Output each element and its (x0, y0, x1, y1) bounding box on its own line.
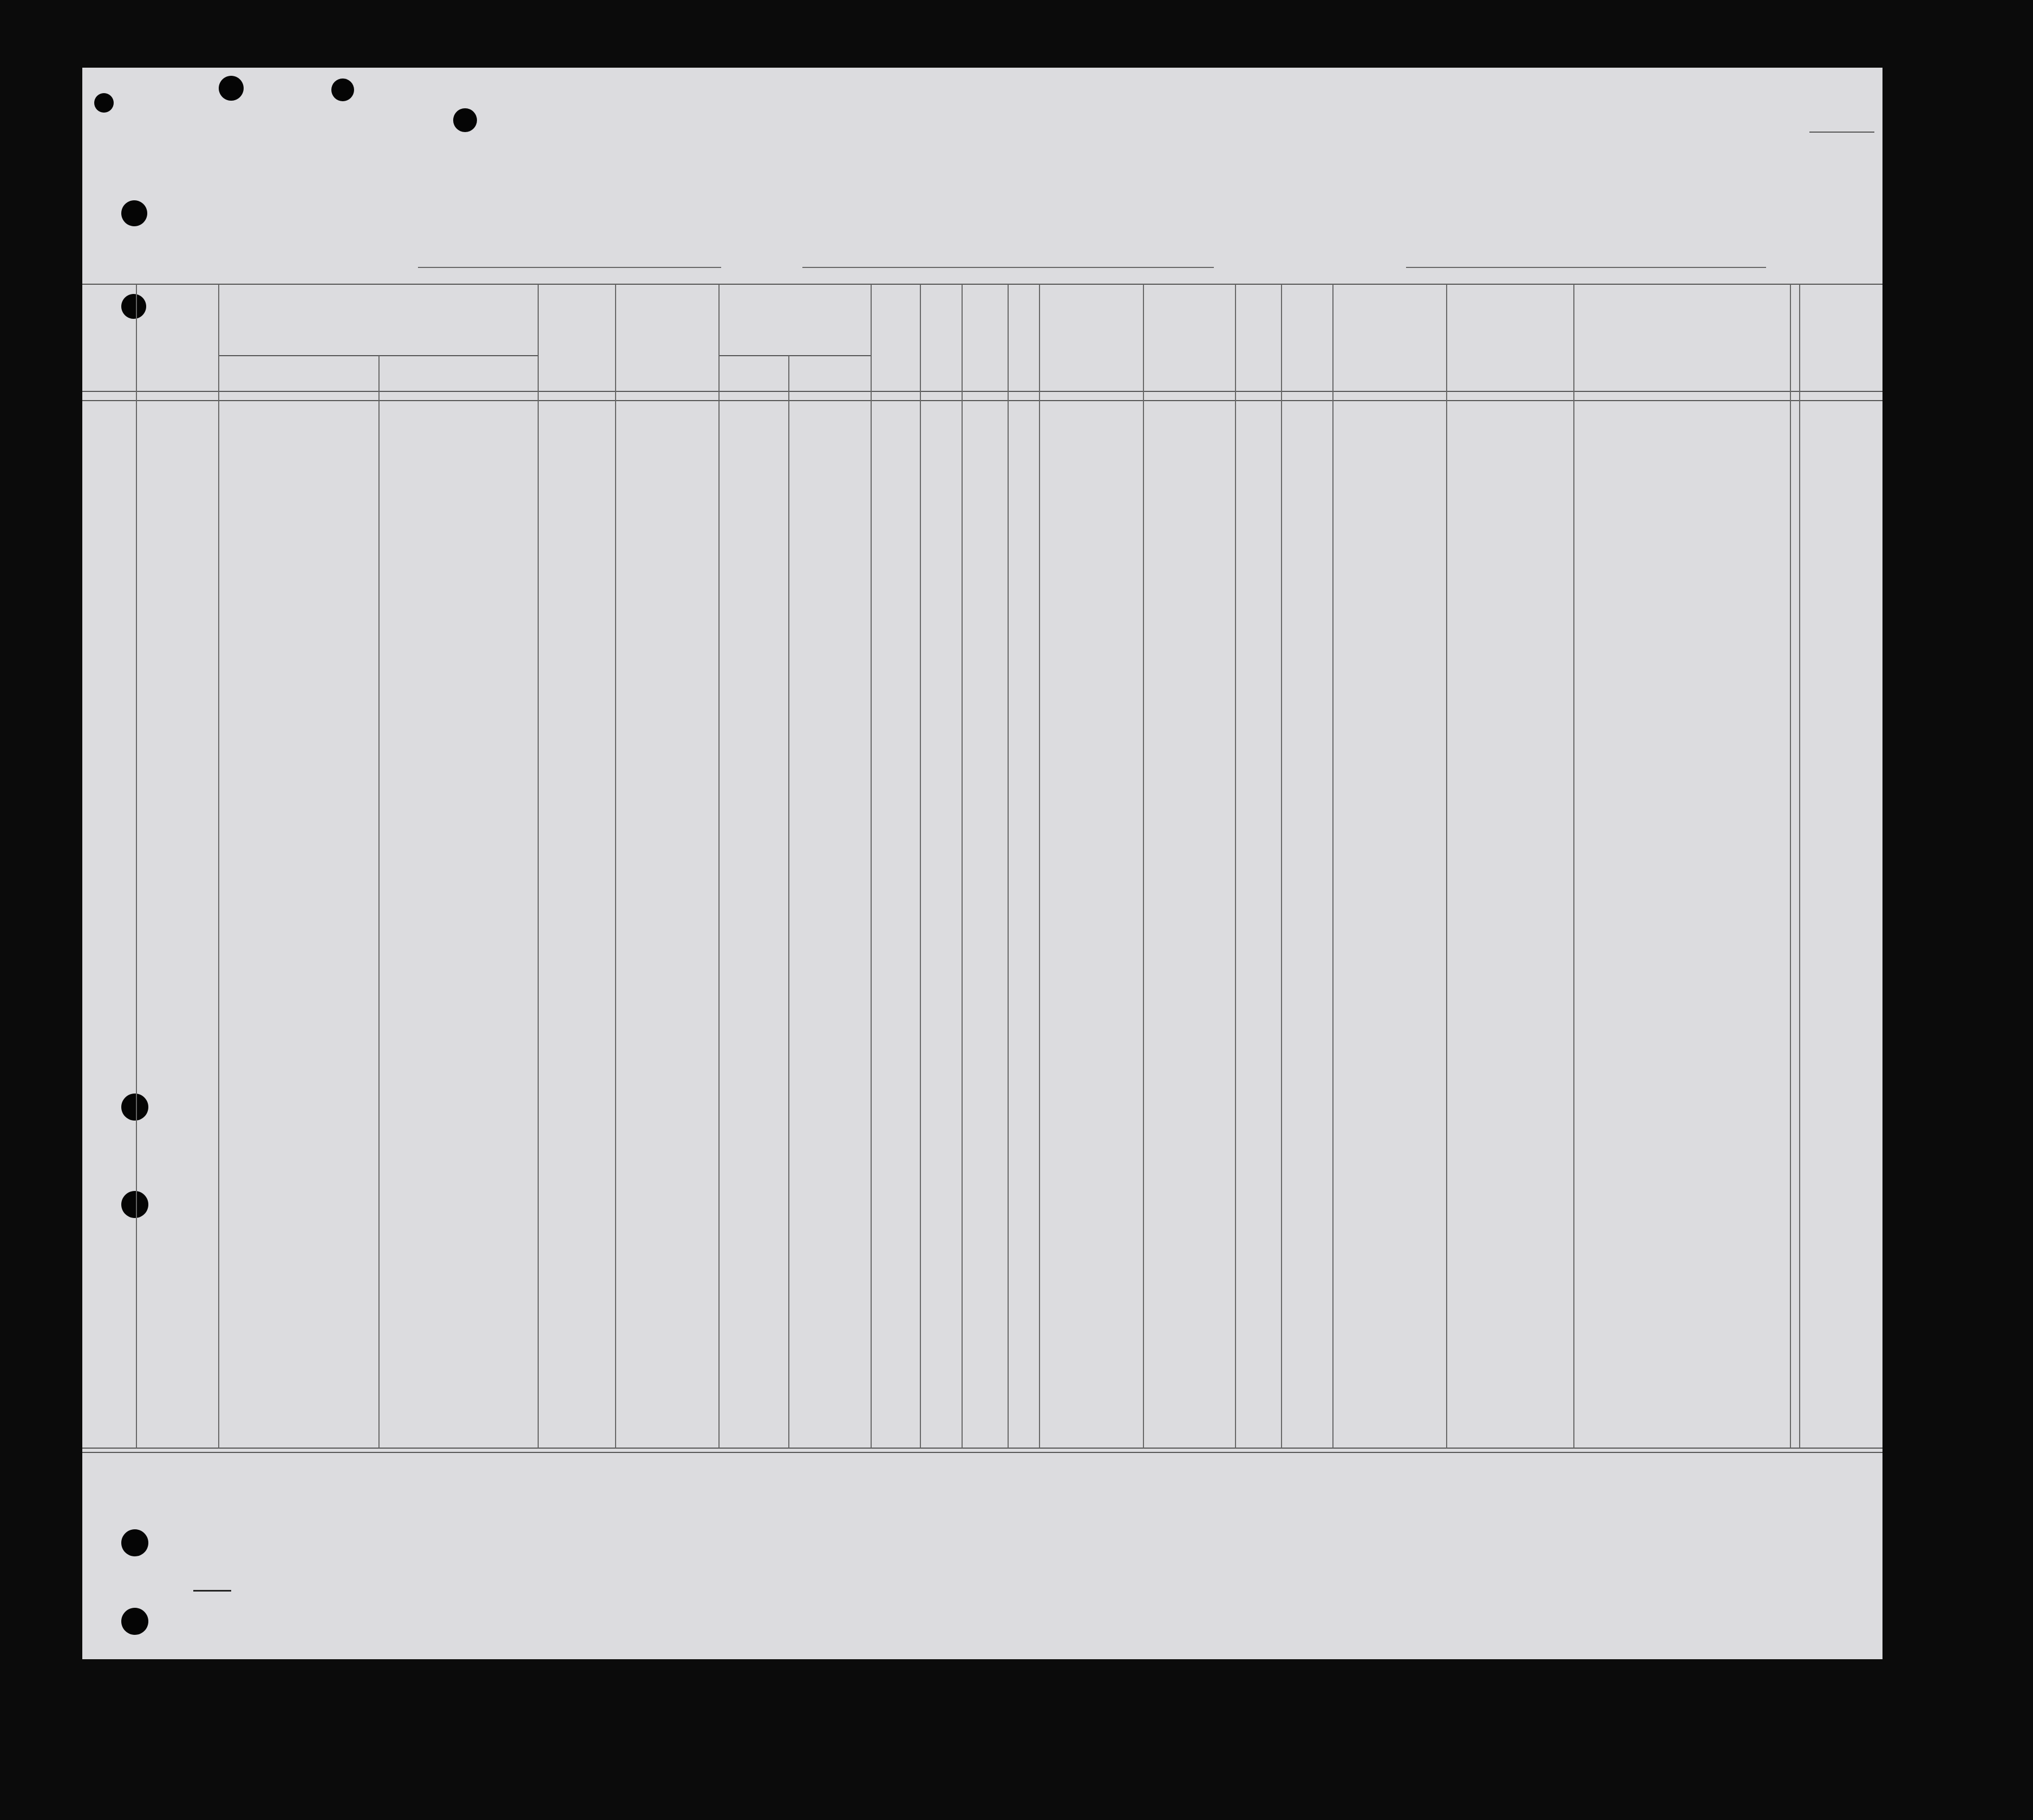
manifest-sheet (82, 68, 1882, 1659)
row30-member-strike (193, 1590, 231, 1592)
manifest-grid (82, 68, 1882, 1659)
